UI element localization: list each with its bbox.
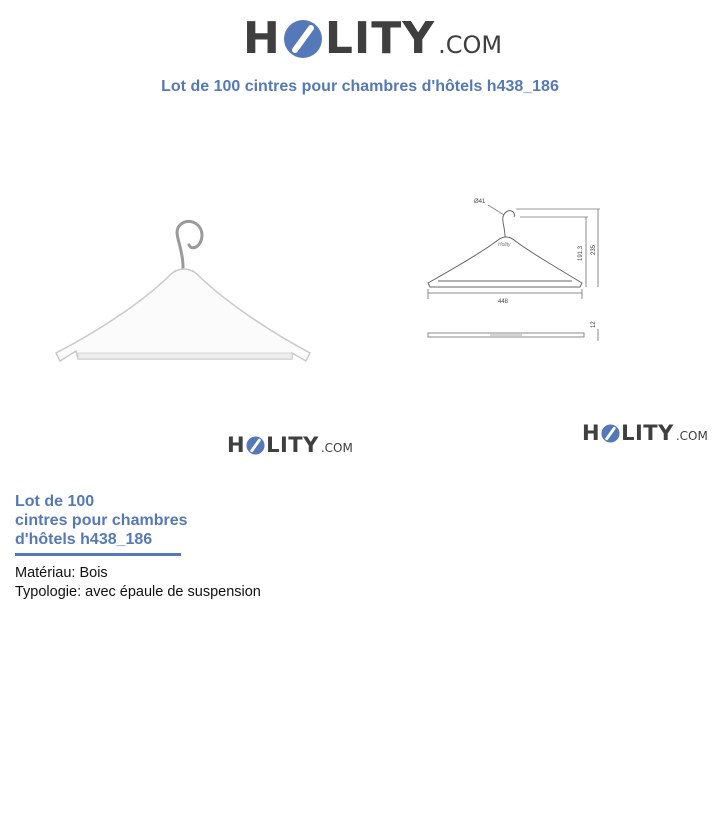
logo-dotcom: .COM bbox=[320, 441, 353, 455]
logo-o-icon bbox=[283, 19, 323, 59]
brand-logo[interactable] bbox=[243, 14, 502, 64]
spec-typology: Typologie: avec épaule de suspension bbox=[15, 584, 261, 600]
logo-letters: LITY bbox=[266, 433, 319, 457]
logo-letter-h: H bbox=[582, 421, 601, 445]
dim-width-label: 448 bbox=[498, 299, 509, 305]
dim-total-height-label: 235 bbox=[591, 244, 597, 255]
drawing-brand-mark bbox=[498, 242, 511, 248]
page-title: Lot de 100 cintres pour chambres d'hôtels h438_186 bbox=[161, 78, 559, 95]
spec-material: Matériau: Bois bbox=[15, 565, 108, 581]
photo-watermark-logo bbox=[227, 432, 353, 458]
logo-dotcom: .COM bbox=[438, 31, 503, 59]
logo-o-icon bbox=[246, 436, 265, 455]
product-photo bbox=[0, 115, 370, 465]
hanger-photo-icon bbox=[56, 221, 310, 361]
logo-letter-h: H bbox=[243, 13, 281, 64]
dim-inner-height-label: 191.3 bbox=[578, 245, 584, 261]
logo-letter-h: H bbox=[227, 433, 246, 457]
hanger-drawing-icon bbox=[428, 205, 600, 341]
drawing-watermark-logo bbox=[582, 420, 708, 446]
product-heading-line: Lot de 100 bbox=[15, 493, 95, 510]
product-heading-line: d'hôtels h438_186 bbox=[15, 531, 153, 548]
logo-letters: LITY bbox=[621, 421, 674, 445]
logo-letters: LITY bbox=[324, 13, 436, 64]
heading-underline bbox=[15, 553, 181, 556]
product-heading-line: cintres pour chambres bbox=[15, 512, 188, 529]
dim-hook-label: Ø41 bbox=[474, 199, 486, 205]
technical-drawing bbox=[370, 115, 720, 465]
product-heading bbox=[15, 492, 215, 549]
logo-o-icon bbox=[601, 424, 620, 443]
dim-thickness-label: 12 bbox=[591, 321, 597, 328]
logo-dotcom: .COM bbox=[675, 429, 708, 443]
svg-text:Holity: Holity bbox=[498, 242, 511, 248]
